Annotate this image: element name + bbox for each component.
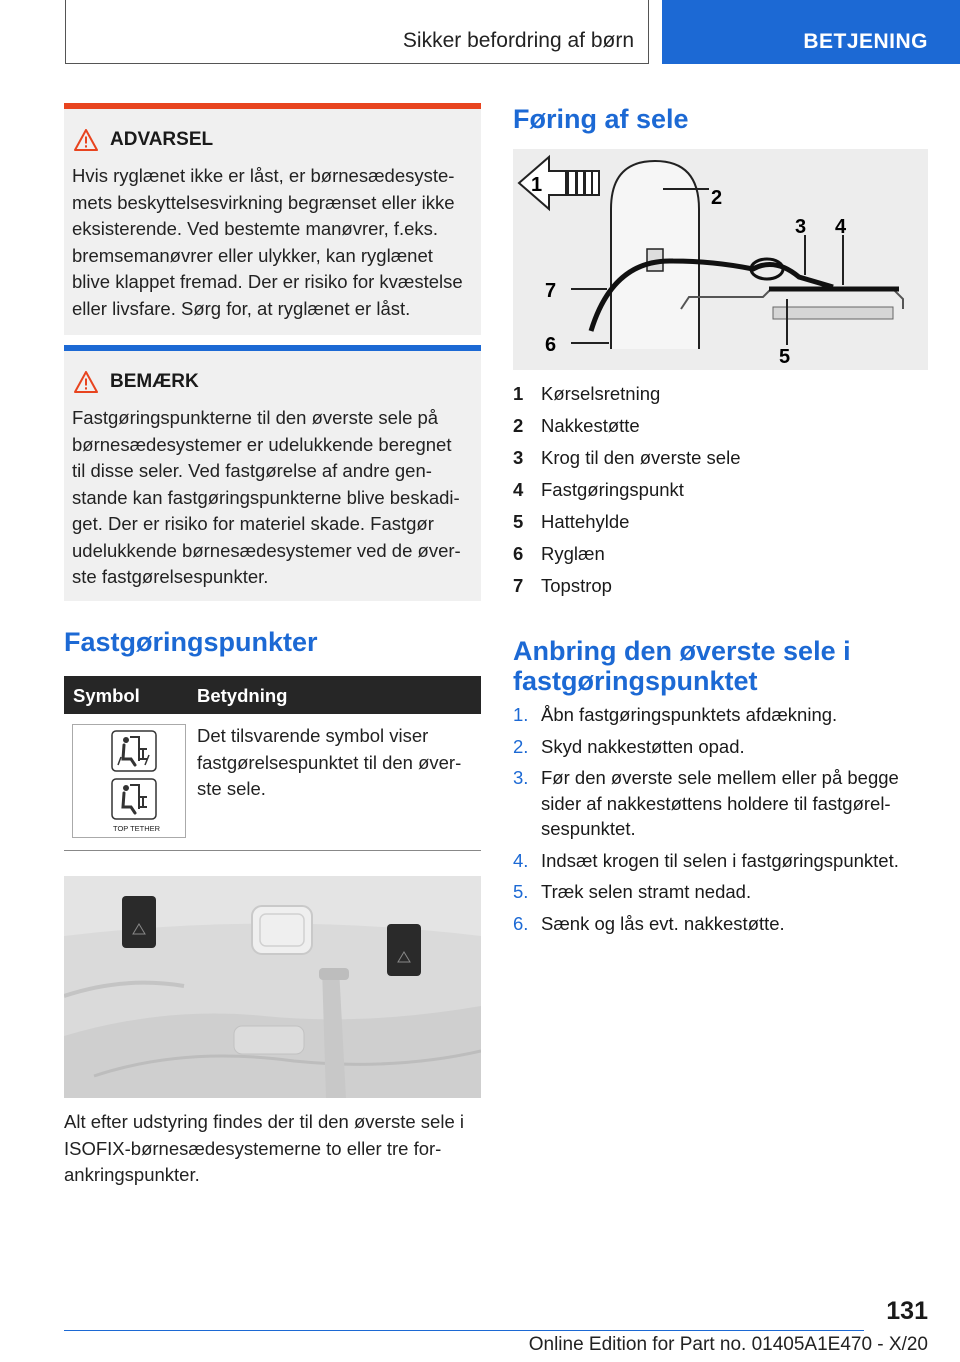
list-item: 5. Træk selen stramt nedad. <box>513 881 752 902</box>
footer-divider <box>64 1330 864 1331</box>
rear-seat-anchor-photo <box>64 876 481 1098</box>
diagram-legend <box>513 378 933 602</box>
svg-text:6: 6 <box>545 334 557 356</box>
warning-text: Hvis ryglænet ikke er låst, er børnesædesyste- mets beskyttelsesvirkning begrænset eller ikke eksisterende. Ved bestemte manøvrer, f.eks. bremsemanøvrer eller ulykker, kan ryglænet blive klappet fremad. Der er risiko for kvæstelse eller livsfare. Sørg for, at ryglænet er låst. <box>72 165 463 319</box>
header-title-box <box>65 0 649 64</box>
list-item: 2 Nakkestøtte <box>513 415 640 436</box>
warning-triangle-icon <box>74 129 98 151</box>
svg-text:4: 4 <box>835 216 847 238</box>
warning-accent-bar <box>64 103 481 109</box>
notice-accent-bar <box>64 345 481 351</box>
headrest-tether-diagram <box>513 149 928 370</box>
step-list <box>513 702 933 942</box>
photo-caption: Alt efter udstyring findes der til den øverste sele i ISOFIX-børnesædesystemerne to eller tre for- ankringspunkter. <box>64 1111 464 1185</box>
header-title: Sikker befordring af børn <box>402 29 634 52</box>
edition-link[interactable]: Online Edition for Part no. 01405A1E470 - X/20 <box>528 1334 928 1355</box>
list-item: 4. Indsæt krogen til selen i fastgøringspunktet. <box>513 849 899 871</box>
notice-title: BEMÆRK <box>110 371 199 392</box>
child-seat-anchor-icon <box>112 731 156 771</box>
top-tether-icon <box>112 779 156 819</box>
list-item: 5 Hattehylde <box>513 511 630 532</box>
notice-text: Fastgøringspunkterne til den øverste sele på børnesædesystemer er udelukkende beregnet til disse seler. Ved fastgørelse af andre gen- stande kan fastgøringspunkterne blive beskadi- get. Der er risiko for materiel skade. Fastgør udelukkende børnesædesystemer ved de øver- ste fastgørelsespunkter. <box>72 407 461 587</box>
svg-text:7: 7 <box>545 280 557 302</box>
svg-text:2: 2 <box>711 187 723 209</box>
notice-triangle-icon <box>74 371 98 393</box>
warning-title: ADVARSEL <box>110 129 214 150</box>
table-row <box>64 714 481 851</box>
list-item: 1 Kørselsretning <box>513 383 661 404</box>
notice-box <box>64 345 481 601</box>
warning-box <box>64 103 481 335</box>
list-item: 6. Sænk og lås evt. nakkestøtte. <box>513 912 785 934</box>
section-heading-routing: Føring af sele <box>513 104 689 134</box>
svg-text:3: 3 <box>795 216 807 238</box>
table-header-meaning: Betydning <box>197 685 288 706</box>
table-header <box>64 676 481 714</box>
list-item: 4 Fastgøringspunkt <box>513 479 684 500</box>
list-item: 7 Topstrop <box>513 575 612 596</box>
section-heading-attach: Anbring den øverste sele i fastgøringspunktet <box>513 636 851 696</box>
list-item: 3. Før den øverste sele mellem eller på begge sider af nakkestøttens holdere til fastgørel- sespunktet. <box>513 767 899 839</box>
section-tab[interactable]: BETJENING <box>662 0 960 64</box>
symbol-table <box>64 676 481 851</box>
svg-text:5: 5 <box>779 346 791 368</box>
list-item: 3 Krog til den øverste sele <box>513 447 741 468</box>
list-item: 2. Skyd nakkestøtten opad. <box>513 735 745 757</box>
symbol-image <box>72 724 186 838</box>
table-header-symbol: Symbol <box>73 685 140 706</box>
list-item: 1. Åbn fastgøringspunktets afdækning. <box>513 704 838 725</box>
symbol-meaning: Det tilsvarende symbol viser fastgørelsespunktet til den øver- ste sele. <box>197 725 462 799</box>
svg-text:1: 1 <box>531 174 543 196</box>
list-item: 6 Ryglæn <box>513 543 605 564</box>
section-heading-anchor-points: Fastgøringspunkter <box>64 627 318 657</box>
anchor-cover-right <box>387 924 421 976</box>
anchor-cover-left <box>122 896 156 948</box>
symbol-caption: TOP TETHER <box>113 824 161 833</box>
page-number: 131 <box>886 1297 928 1325</box>
